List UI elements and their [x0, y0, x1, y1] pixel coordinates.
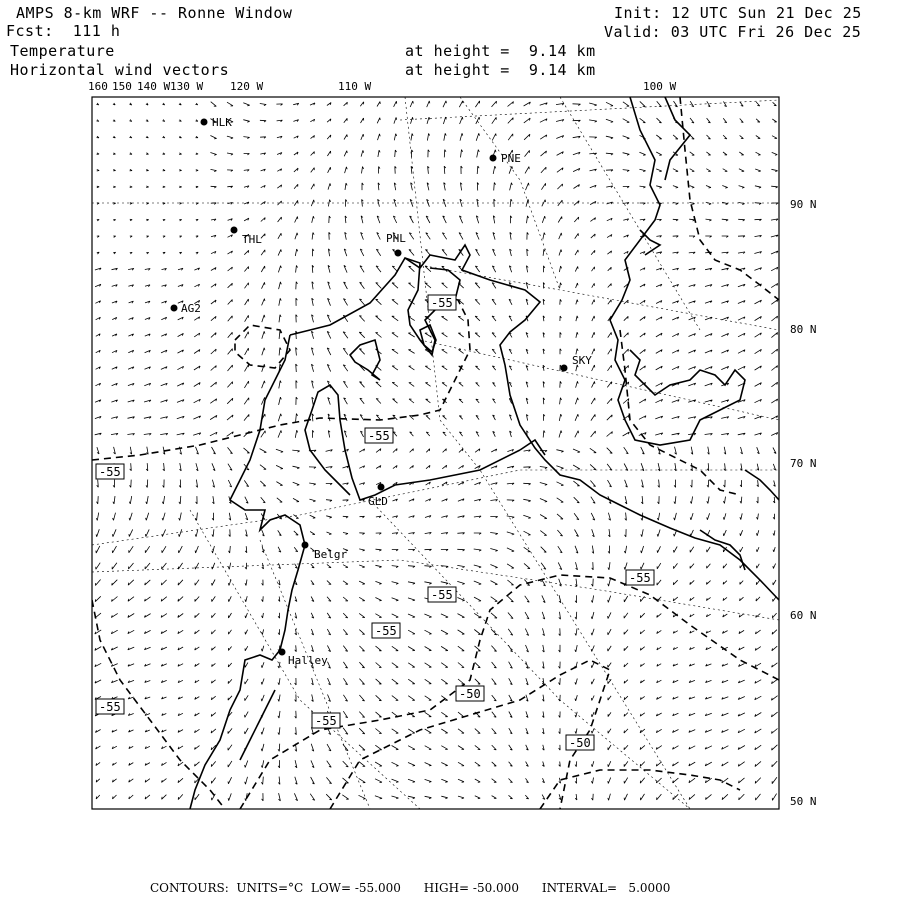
station-ag2	[171, 302, 201, 315]
svg-text:-55: -55	[375, 624, 397, 638]
contour-label	[428, 295, 456, 310]
contour-label	[626, 570, 654, 585]
svg-text:THL: THL	[242, 233, 262, 246]
svg-text:GLD: GLD	[368, 495, 388, 508]
contour-label	[312, 713, 340, 728]
contour-label	[372, 623, 400, 638]
height-1: at height = 9.14 km	[405, 42, 596, 60]
station-belgr	[302, 542, 348, 562]
svg-text:PNE: PNE	[501, 152, 521, 165]
lon-label: 120 W	[230, 80, 264, 93]
forecast-hour: Fcst: 111 h	[6, 22, 121, 40]
latitude-label-group	[790, 198, 817, 808]
station-phl	[386, 232, 406, 257]
station-gld	[368, 484, 388, 509]
svg-text:-50: -50	[569, 736, 591, 750]
station-thl	[231, 227, 263, 247]
init-time: Init: 12 UTC Sun 21 Dec 25	[614, 4, 862, 22]
model-title: AMPS 8-km WRF -- Ronne Window	[16, 4, 293, 22]
field-wind-vectors: Horizontal wind vectors	[10, 61, 230, 79]
station-hlk	[201, 116, 233, 129]
field-temperature: Temperature	[10, 42, 115, 60]
svg-text:-55: -55	[99, 700, 121, 714]
lat-label: 70 N	[790, 457, 817, 470]
station-halley	[279, 649, 329, 668]
contour-label	[456, 686, 484, 701]
lon-label: 160	[88, 80, 108, 93]
lat-label: 50 N	[790, 795, 817, 808]
lon-label: 150	[112, 80, 132, 93]
svg-text:-55: -55	[431, 588, 453, 602]
svg-text:-55: -55	[315, 714, 337, 728]
svg-text:HLK: HLK	[212, 116, 232, 129]
wind-vectors	[95, 101, 778, 801]
contour-label	[365, 428, 393, 443]
contour-label	[428, 587, 456, 602]
lon-label: 130 W	[170, 80, 204, 93]
svg-text:-55: -55	[629, 571, 651, 585]
lat-label: 90 N	[790, 198, 817, 211]
lon-label: 100 W	[643, 80, 677, 93]
longitude-label-group	[88, 80, 676, 93]
valid-time: Valid: 03 UTC Fri 26 Dec 25	[604, 23, 862, 41]
wind-vector-field	[95, 101, 778, 801]
svg-text:-50: -50	[459, 687, 481, 701]
svg-text:PHL: PHL	[386, 232, 406, 245]
contour-label	[96, 699, 124, 714]
lat-label: 60 N	[790, 609, 817, 622]
contour-label	[566, 735, 594, 750]
svg-text:-55: -55	[99, 465, 121, 479]
lon-label: 110 W	[338, 80, 372, 93]
svg-text:-55: -55	[431, 296, 453, 310]
lat-70-line	[92, 470, 779, 545]
svg-text:SKY: SKY	[572, 354, 592, 367]
svg-text:-55: -55	[368, 429, 390, 443]
contour-label	[96, 464, 124, 479]
svg-text:Halley: Halley	[288, 654, 328, 667]
lat-label: 80 N	[790, 323, 817, 336]
contour-legend: CONTOURS: UNITS=°C LOW= -55.000 HIGH= -50.000 INTERVAL= 5.0000	[150, 881, 671, 895]
svg-text:Belgr: Belgr	[314, 548, 348, 561]
lon-label: 140 W	[137, 80, 171, 93]
height-2: at height = 9.14 km	[405, 61, 596, 79]
svg-text:AG2: AG2	[181, 302, 201, 315]
